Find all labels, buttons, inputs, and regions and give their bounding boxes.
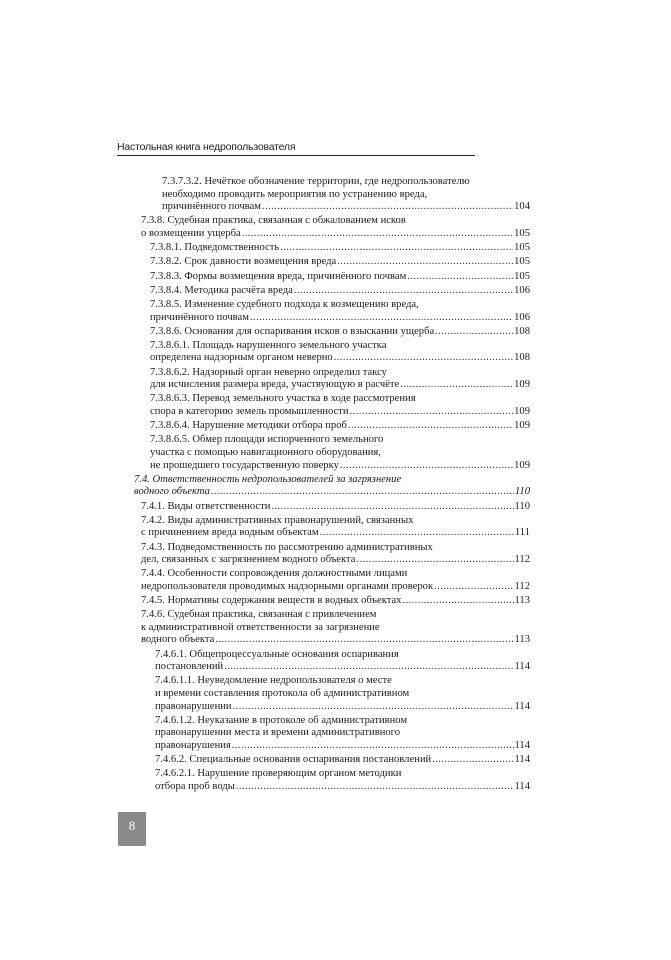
- toc-page-number: 111: [514, 527, 530, 539]
- toc-entry: [134, 595, 530, 608]
- toc-entry-line: 7.3.8.3. Формы возмещения вреда, причинённого почвам: [150, 270, 407, 282]
- toc-entry-line: для исчисления размера вреда, участвующую в расчёте: [150, 379, 400, 391]
- toc-entry-line: 7.4. Ответственность недропользователей за загрязнение: [134, 473, 402, 485]
- toc-page-number: 114: [514, 700, 530, 712]
- dot-leader: [340, 460, 513, 473]
- toc-entry-line: водного объекта: [141, 634, 215, 646]
- toc-page-number: 109: [514, 406, 530, 418]
- toc-entry-line: 7.4.6.1.1. Неуведомление недропользователя о месте: [155, 675, 392, 687]
- dot-leader: [407, 271, 513, 284]
- dot-leader: [224, 661, 513, 674]
- toc-entry: [134, 271, 530, 284]
- dot-leader: [250, 312, 513, 325]
- toc-page-number: 105: [514, 270, 530, 282]
- dot-leader: [334, 352, 513, 365]
- toc-page-number: 112: [514, 554, 530, 566]
- toc-entry: [134, 768, 530, 793]
- toc-entry: [134, 285, 530, 298]
- toc-entry-line: причинённого почвам: [150, 311, 249, 323]
- toc-entry-line: 7.4.6.1.2. Неуказание в протоколе об административном: [155, 714, 408, 726]
- toc-entry: [134, 675, 530, 713]
- toc-entry-line: 7.3.8.6.5. Обмер площади испорченного земельного: [150, 434, 384, 446]
- toc-entry: [134, 568, 530, 593]
- toc-entry-line: постановлений: [155, 661, 224, 673]
- toc-entry: [134, 242, 530, 255]
- dot-leader: [233, 701, 514, 714]
- toc-page-number: 114: [514, 754, 530, 766]
- dot-leader: [232, 740, 514, 753]
- page-number-badge: 8: [118, 812, 146, 846]
- dot-leader: [350, 406, 514, 419]
- toc-entry-line: с причинением вреда водным объектам: [141, 527, 319, 539]
- toc-entry: [134, 215, 530, 240]
- toc-entry-line: 7.3.8. Судебная практика, связанная с обжалованием исков: [141, 215, 406, 227]
- toc-entry-line: 7.3.8.2. Срок давности возмещения вреда: [150, 256, 337, 268]
- table-of-contents: [134, 176, 530, 795]
- toc-entry: [134, 340, 530, 365]
- toc-page-number: 106: [514, 311, 530, 323]
- toc-entry-line: 7.4.3. Подведомственность по рассмотрению административных: [141, 541, 433, 553]
- toc-entry-line: дел, связанных с загрязнением водного объекта: [141, 554, 356, 566]
- toc-entry: [134, 474, 530, 499]
- toc-page-number: 114: [514, 661, 530, 673]
- toc-page-number: 106: [514, 284, 530, 296]
- toc-entry-line: 7.3.8.5. Изменение судебного подхода к возмещению вреда,: [150, 298, 419, 310]
- toc-entry: [134, 367, 530, 392]
- dot-leader: [294, 285, 513, 298]
- toc-entry: [134, 715, 530, 753]
- toc-entry-line: определена надзорным органом неверно: [150, 352, 333, 364]
- toc-entry-line: 7.3.8.4. Методика расчёта вреда: [150, 284, 293, 296]
- toc-entry-line: недропользователя проводимых надзорными органами проверок: [141, 580, 434, 592]
- toc-entry-line: причинённого почвам: [162, 201, 261, 213]
- toc-page-number: 109: [514, 379, 530, 391]
- toc-entry-line: 7.4.6. Судебная практика, связанная с привлечением: [141, 609, 377, 621]
- toc-page-number: 114: [514, 740, 530, 751]
- toc-entry-line: о возмещении ущерба: [141, 227, 241, 239]
- dot-leader: [432, 754, 513, 767]
- toc-entry: [134, 754, 530, 767]
- dot-leader: [280, 242, 513, 255]
- toc-page-number: 105: [514, 256, 530, 268]
- toc-entry-line: необходимо проводить мероприятия по устранению вреда,: [162, 188, 428, 200]
- toc-page-number: 109: [514, 420, 530, 432]
- dot-leader: [211, 486, 514, 499]
- toc-entry: [134, 176, 530, 214]
- toc-entry-line: 7.4.6.2. Специальные основания оспаривания постановлений: [155, 754, 432, 766]
- toc-entry-line: 7.3.8.6.2. Надзорный орган неверно определил таксу: [150, 366, 387, 378]
- toc-entry: [134, 649, 530, 674]
- toc-page-number: 104: [514, 201, 530, 213]
- toc-page-number: 108: [514, 325, 530, 337]
- toc-entry-line: 7.3.8.6.4. Нарушение методики отбора проб: [150, 420, 347, 432]
- dot-leader: [400, 379, 513, 392]
- toc-entry-line: 7.4.1. Виды ответственности: [141, 500, 271, 512]
- toc-page-number: 112: [514, 580, 530, 592]
- toc-entry-line: правонарушении места и времени административного: [155, 727, 401, 739]
- toc-entry-line: 7.3.8.6. Основания для оспаривания исков о взыскании ущерба: [150, 325, 435, 337]
- toc-page-number: 105: [514, 227, 530, 239]
- toc-entry-line: спора в категорию земель промышленности: [150, 406, 349, 418]
- toc-entry-line: правонарушении: [155, 700, 232, 712]
- toc-entry: [134, 609, 530, 647]
- dot-leader: [215, 634, 513, 647]
- toc-entry: [134, 501, 530, 514]
- toc-page-number: 113: [514, 595, 530, 607]
- dot-leader: [348, 420, 513, 433]
- toc-entry: [134, 299, 530, 324]
- toc-entry-line: и времени составления протокола об административном: [155, 688, 410, 700]
- toc-entry-line: 7.4.4. Особенности сопровождения должностными лицами: [141, 568, 408, 580]
- toc-entry-line: 7.4.6.1. Общепроцессуальные основания оспаривания: [155, 648, 399, 660]
- toc-entry-line: отбора проб воды: [155, 780, 235, 792]
- toc-entry-line: участка с помощью навигационного оборудования,: [150, 447, 381, 458]
- dot-leader: [320, 527, 514, 540]
- toc-entry-line: 7.4.2. Виды административных правонарушений, связанных: [141, 514, 414, 526]
- toc-entry-line: водного объекта: [134, 486, 210, 498]
- toc-page-number: 114: [514, 780, 530, 792]
- toc-page-number: 110: [514, 500, 530, 512]
- running-header: Настольная книга недропользователя: [117, 141, 475, 156]
- toc-entry: [134, 542, 530, 567]
- toc-entry: [134, 515, 530, 540]
- dot-leader: [337, 256, 513, 269]
- dot-leader: [402, 595, 513, 608]
- toc-page-number: 108: [514, 352, 530, 364]
- toc-entry-line: 7.3.8.6.1. Площадь нарушенного земельного участка: [150, 339, 387, 351]
- dot-leader: [435, 326, 513, 339]
- toc-entry: [134, 434, 530, 472]
- toc-entry-line: 7.3.8.6.3. Перевод земельного участка в ходе рассмотрения: [150, 393, 416, 405]
- dot-leader: [262, 201, 513, 214]
- dot-leader: [356, 554, 513, 567]
- toc-entry: [134, 256, 530, 269]
- toc-page-number: 105: [514, 242, 530, 254]
- toc-entry: [134, 326, 530, 339]
- toc-entry-line: 7.4.6.2.1. Нарушение проверяющим органом методики: [155, 768, 402, 780]
- toc-entry-line: правонарушения: [155, 740, 231, 751]
- dot-leader: [236, 781, 514, 794]
- dot-leader: [271, 501, 513, 514]
- toc-page-number: 113: [514, 634, 530, 646]
- toc-page-number: 109: [514, 459, 530, 471]
- dot-leader: [434, 581, 513, 594]
- toc-page-number: 110: [514, 486, 530, 498]
- toc-entry: [134, 420, 530, 433]
- toc-entry-line: 7.3.7.3.2. Нечёткое обозначение территории, где недропользователю: [162, 176, 470, 187]
- dot-leader: [242, 228, 513, 241]
- toc-entry-line: не прошедшего государственную поверку: [150, 459, 339, 471]
- toc-entry-line: 7.3.8.1. Подведомственность: [150, 242, 280, 254]
- toc-entry: [134, 393, 530, 418]
- toc-entry-line: к административной ответственности за загрязнение: [141, 621, 380, 633]
- toc-entry-line: 7.4.5. Нормативы содержания веществ в водных объектах: [141, 595, 402, 607]
